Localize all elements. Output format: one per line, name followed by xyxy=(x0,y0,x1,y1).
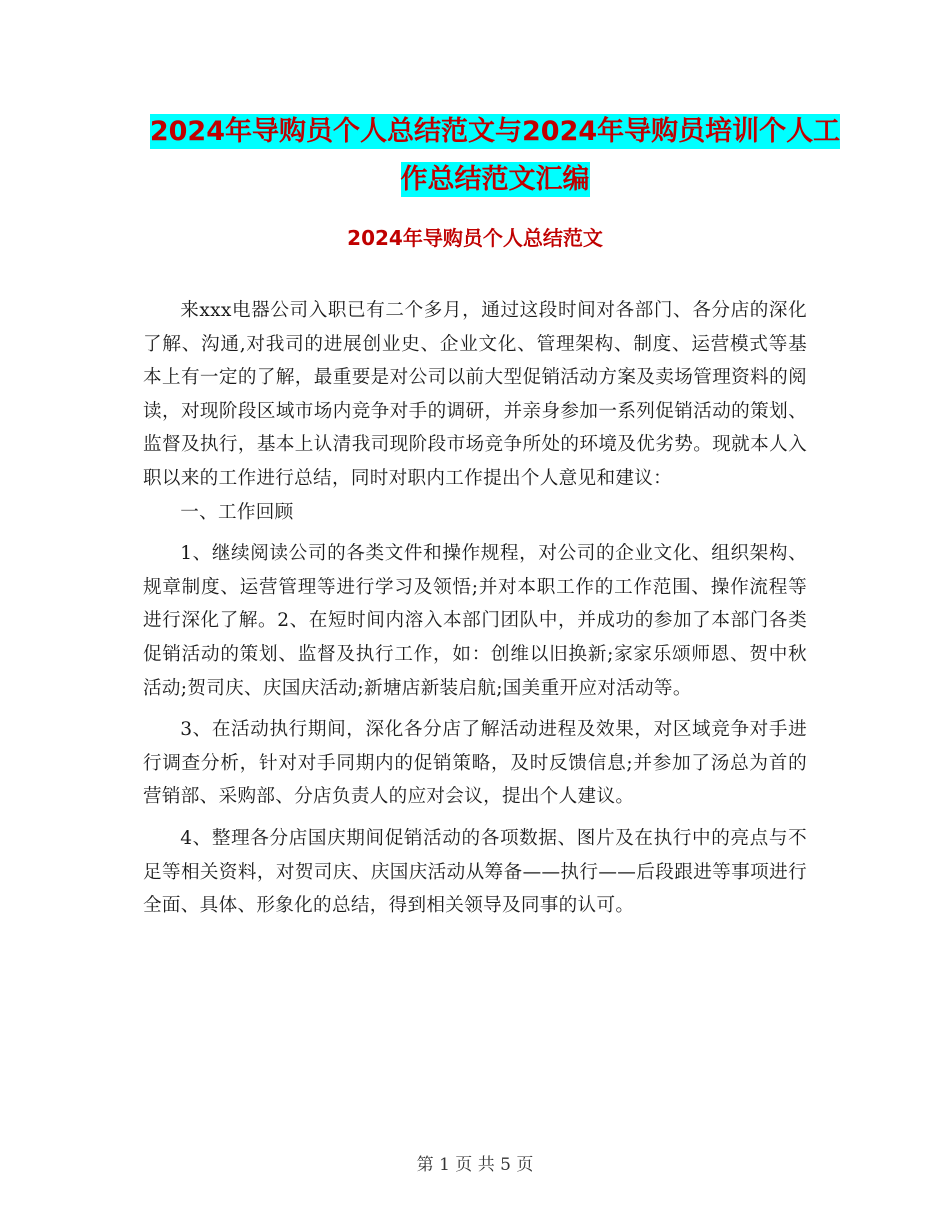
section-title: 2024年导购员个人总结范文 xyxy=(347,226,603,250)
paragraph-intro: 来xxx电器公司入职已有二个多月，通过这段时间对各部门、各分店的深化了解、沟通,对我司的进展创业史、企业文化、管理架构、制度、运营模式等基本上有一定的了解，最重要是对公司以前大型促销活动方案及卖场管理资料的阅读，对现阶段区域市场内竞争对手的调研，并亲身参加一系列促销活动的策划、监督及执行，基本上认清我司现阶段市场竞争所处的环境及优劣势。现就本人入职以来的工作进行总结，同时对职内工作提出个人意见和建议： xyxy=(143,300,807,489)
document-body xyxy=(143,294,807,923)
document-title xyxy=(140,108,850,204)
document-title-text: 2024年导购员个人总结范文与2024年导购员培训个人工作总结范文汇编 xyxy=(149,116,841,195)
heading-work-review: 一、工作回顾 xyxy=(180,501,294,523)
paragraph-item-1-2: 1、继续阅读公司的各类文件和操作规程，对公司的企业文化、组织架构、规章制度、运营管理等进行学习及领悟;并对本职工作的工作范围、操作流程等进行深化了解。2、在短时间内溶入本部门团队中，并成功的参加了本部门各类促销活动的策划、监督及执行工作，如：创维以旧换新;家家乐颂师恩、贺中秋活动;贺司庆、庆国庆活动;新塘店新装启航;国美重开应对活动等。 xyxy=(143,543,807,699)
paragraph-item-3: 3、在活动执行期间，深化各分店了解活动进程及效果，对区域竞争对手进行调查分析，针对对手同期内的促销策略，及时反馈信息;并参加了汤总为首的营销部、采购部、分店负责人的应对会议，提出个人建议。 xyxy=(143,719,807,808)
page-number: 第 1 页 共 5 页 xyxy=(416,1155,534,1175)
paragraph-item-4: 4、整理各分店国庆期间促销活动的各项数据、图片及在执行中的亮点与不足等相关资料，对贺司庆、庆国庆活动从筹备——执行——后段跟进等事项进行全面、具体、形象化的总结，得到相关领导及同事的认可。 xyxy=(143,827,807,917)
